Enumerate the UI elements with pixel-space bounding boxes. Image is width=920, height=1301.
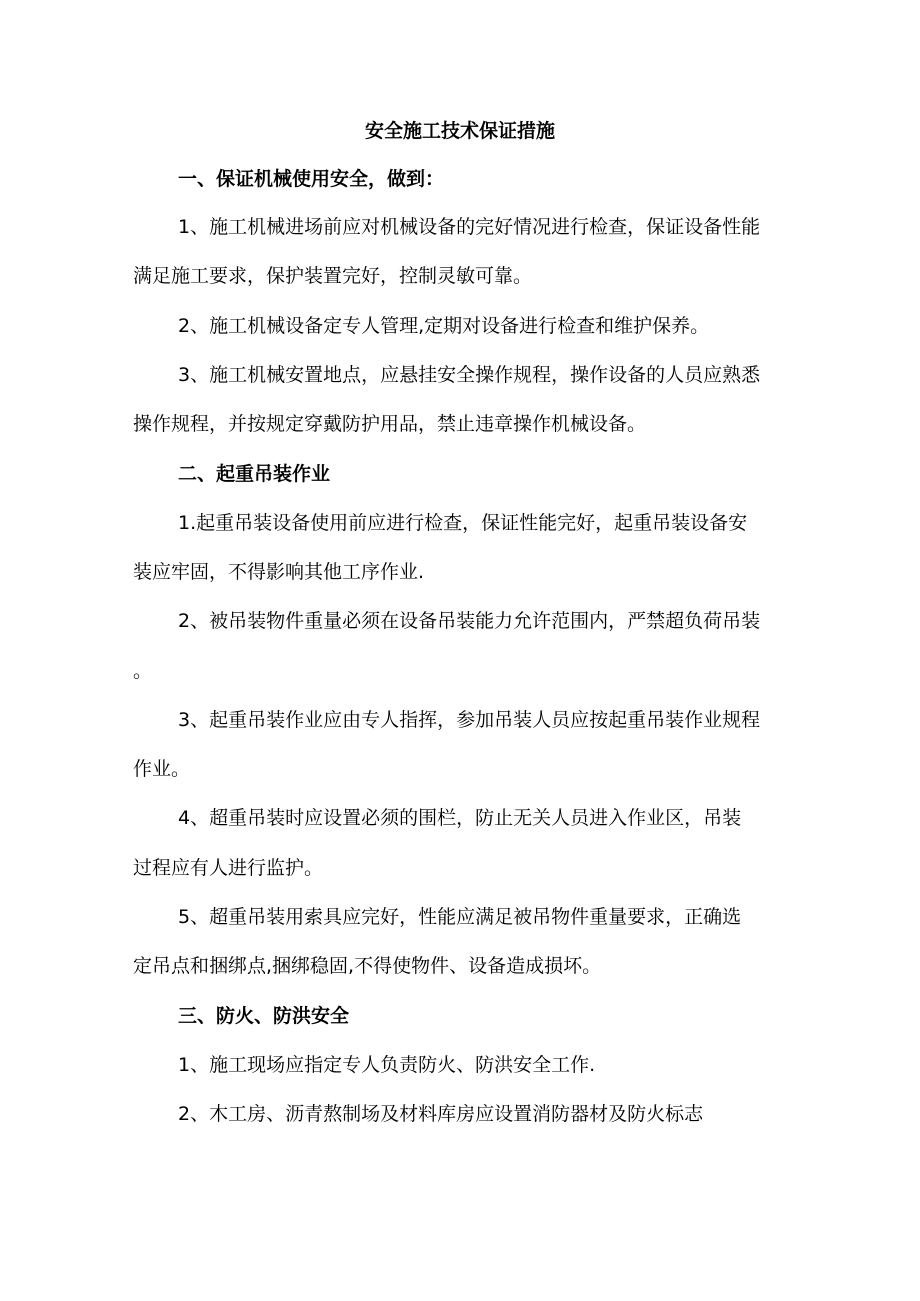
section-2-item-4-line-1: 4、超重吊装时应设置必须的围栏，防止无关人员进入作业区，吊装 [178, 807, 742, 829]
section-2-item-1-line-1: 1.起重吊装设备使用前应进行检查，保证性能完好，起重吊装设备安 [178, 512, 748, 534]
section-2-heading: 二、起重吊装作业 [178, 463, 331, 485]
section-2-item-3-line-2: 作业。 [133, 758, 191, 780]
section-2-item-3-line-1: 3、起重吊装作业应由专人指挥，参加吊装人员应按起重吊装作业规程 [178, 709, 761, 731]
section-1-item-2-line-1: 2、施工机械设备定专人管理,定期对设备进行检查和维护保养。 [178, 315, 710, 337]
section-2-item-5-line-2: 定吊点和捆绑点,捆绑稳固,不得使物件、设备造成损坏。 [133, 955, 602, 977]
section-3-heading: 三、防火、防洪安全 [178, 1005, 350, 1027]
section-2-item-2-line-2: 。 [133, 660, 153, 682]
section-1-heading: 一、保证机械使用安全，做到： [178, 168, 445, 190]
section-2-item-1-line-2: 装应牢固，不得影响其他工序作业. [133, 561, 425, 583]
section-2-item-4-line-2: 过程应有人进行监护。 [133, 857, 324, 879]
section-2-item-2-line-1: 2、被吊装物件重量必须在设备吊装能力允许范围内，严禁超负荷吊装 [178, 610, 761, 632]
section-3-item-2-line-1: 2、木工房、沥青熬制场及材料库房应设置消防器材及防火标志 [178, 1103, 704, 1125]
section-2-item-5-line-1: 5、超重吊装用索具应完好，性能应满足被吊物件重量要求，正确选 [178, 906, 742, 928]
section-3-item-1-line-1: 1、施工现场应指定专人负责防火、防洪安全工作. [178, 1054, 596, 1076]
section-1-item-1-line-2: 满足施工要求，保护装置完好，控制灵敏可靠。 [133, 265, 533, 287]
section-1-item-3-line-1: 3、施工机械安置地点，应悬挂安全操作规程，操作设备的人员应熟悉 [178, 364, 761, 386]
section-1-item-1-line-1: 1、施工机械进场前应对机械设备的完好情况进行检查，保证设备性能 [178, 216, 761, 238]
section-1-item-3-line-2: 操作规程，并按规定穿戴防护用品，禁止违章操作机械设备。 [133, 413, 647, 435]
document-title: 安全施工技术保证措施 [364, 120, 555, 142]
